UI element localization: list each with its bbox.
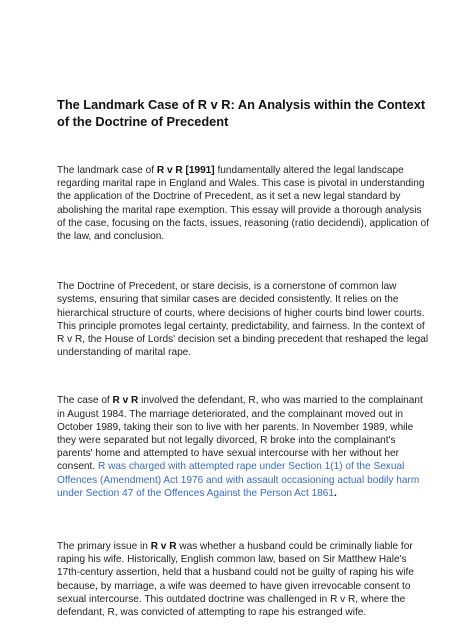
case-name-bold: R v R [1991] <box>156 165 215 176</box>
intro-text-after: fundamentally altered the legal landscape regarding marital rape in England and Wales. This case is pivotal in understanding the application of the Doctrine of Precedent, as it set a new legal standard by abolishing the marital rape exemption. This essay will provide a thorough analysis of the case, focusing on the facts, issues, reasoning (ratio decidendi), application of the law, and conclusion. <box>57 165 430 243</box>
paragraph-doctrine: The Doctrine of Precedent, or stare decisis, is a cornerstone of common law systems, ensuring that similar cases are decided consistently. It relies on the hierarchical structure of courts, where decisions of higher courts bind lower courts. This principle promotes legal certainty, predictability, and fairness. In the context of R v R, the House of Lords' decision set a binding precedent that reshaped the legal understanding of marital rape. <box>57 281 429 359</box>
facts-text-after: involved the defendant, R, who was married to the complainant in August 1984. The marriage deteriorated, and the complainant moved out in October 1989, taking their son to live with her parents. In November 1989, while they were separated but not legally divorced, R broke into the complainant's parents' home and attempted to have sexual intercourse with her without her consent. <box>57 395 423 473</box>
document-title: The Landmark Case of R v R: An Analysis within the Context of the Doctrine of Precedent <box>57 97 426 129</box>
case-name-bold: R v R <box>150 541 177 553</box>
charge-link[interactable]: R was charged with attempted rape under Section 1(1) of the Sexual Offences (Amendment) Act 1976 and with assault occasioning actual bodily harm under Section 47 of the Offences Against the Person Act 1861 <box>57 461 420 499</box>
paragraph-introduction <box>57 164 429 243</box>
intro-text-before: The landmark case of <box>57 165 157 176</box>
paragraph-issue <box>57 540 429 619</box>
facts-period: . <box>334 487 337 499</box>
case-name-bold: R v R <box>112 395 139 407</box>
paragraph-facts <box>57 394 429 500</box>
issue-text-after: was whether a husband could be criminally liable for raping his wife. Historically, English common law, based on Sir Matthew Hale's 17th-century assertion, held that a husband could not be guilty of raping his wife because, by marriage, a wife was deemed to have given irrevocable consent to sexual intercourse. This outdated doctrine was challenged in R v R, where the defendant, R, was convicted of attempting to rape his estranged wife. <box>57 541 414 619</box>
document-body <box>57 96 429 632</box>
facts-text-before: The case of <box>57 395 113 407</box>
issue-text-before: The primary issue in <box>57 541 151 553</box>
